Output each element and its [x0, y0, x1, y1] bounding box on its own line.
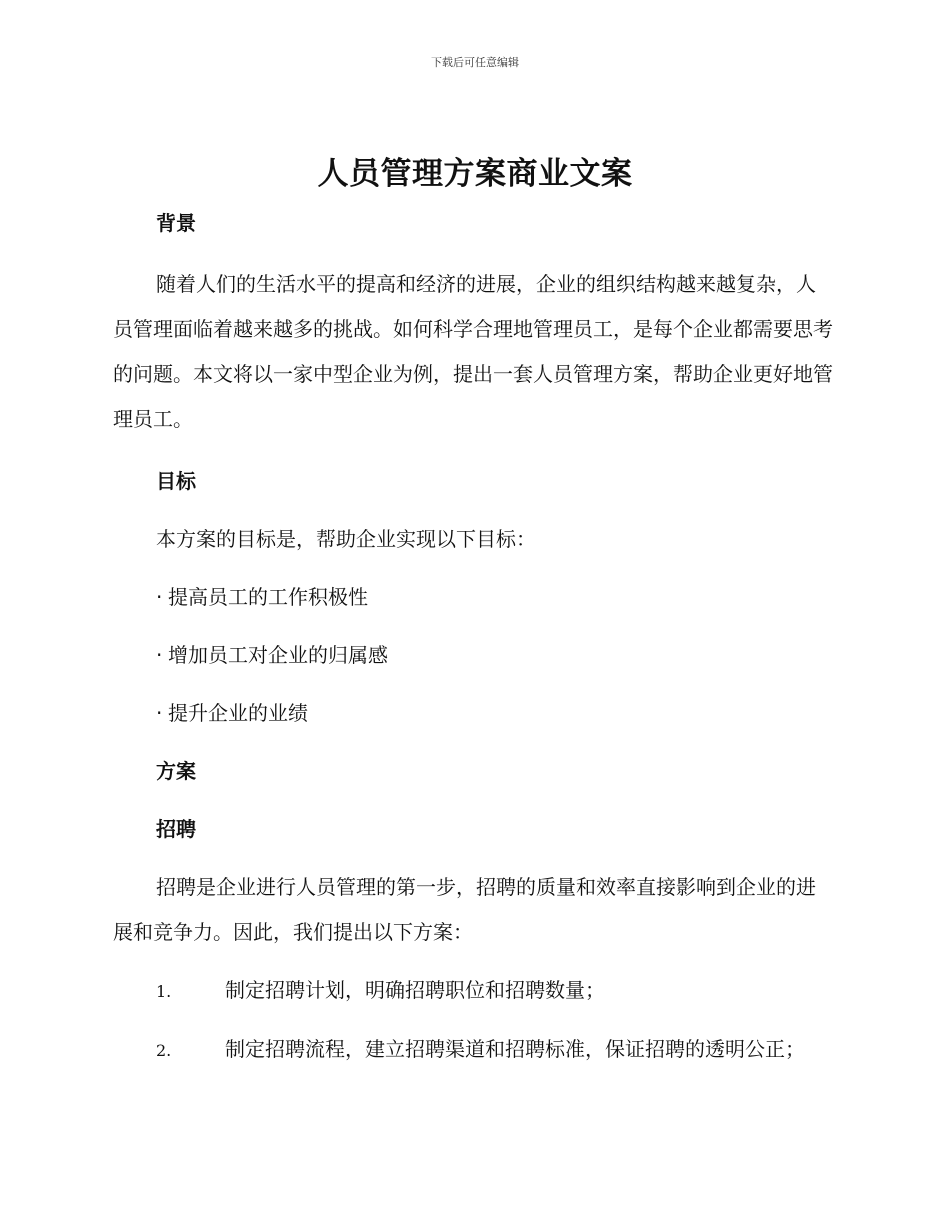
list-number: 2.	[156, 1041, 172, 1060]
goal-item-text: 增加员工对企业的归属感	[168, 643, 388, 667]
bullet-icon: ·	[156, 701, 163, 725]
goal-item-text: 提升企业的业绩	[168, 701, 308, 725]
goals-intro: 本方案的目标是，帮助企业实现以下目标：	[156, 527, 536, 551]
list-item-text: 制定招聘流程，建立招聘渠道和招聘标准，保证招聘的透明公正；	[225, 1037, 805, 1061]
bullet-icon: ·	[156, 643, 163, 667]
document-title: 人员管理方案商业文案	[317, 156, 633, 192]
list-item-text: 制定招聘计划，明确招聘职位和招聘数量；	[225, 978, 605, 1002]
section-heading-goals: 目标	[156, 469, 196, 493]
document-body	[113, 204, 833, 1073]
list-number: 1.	[156, 982, 172, 1001]
recruitment-list-item	[113, 1027, 833, 1073]
section-heading-recruitment: 招聘	[156, 817, 196, 841]
bullet-icon: ·	[156, 585, 163, 609]
recruitment-paragraph: 招聘是企业进行人员管理的第一步，招聘的质量和效率直接影响到企业的进展和竞争力。因此，我们提出以下方案：	[113, 875, 816, 944]
goal-item	[156, 578, 833, 616]
section-heading-plan: 方案	[156, 759, 196, 783]
recruitment-list-item	[113, 968, 833, 1014]
goal-item-text: 提高员工的工作积极性	[168, 585, 368, 609]
goal-item	[156, 636, 833, 674]
goal-item	[156, 694, 833, 732]
background-paragraph: 随着人们的生活水平的提高和经济的进展，企业的组织结构越来越复杂，人员管理面临着越来越多的挑战。如何科学合理地管理员工，是每个企业都需要思考的问题。本文将以一家中型企业为例，提出一套人员管理方案，帮助企业更好地管理员工。	[113, 272, 833, 431]
section-heading-background: 背景	[156, 211, 196, 235]
header-note: 下载后可任意编辑	[431, 56, 519, 69]
